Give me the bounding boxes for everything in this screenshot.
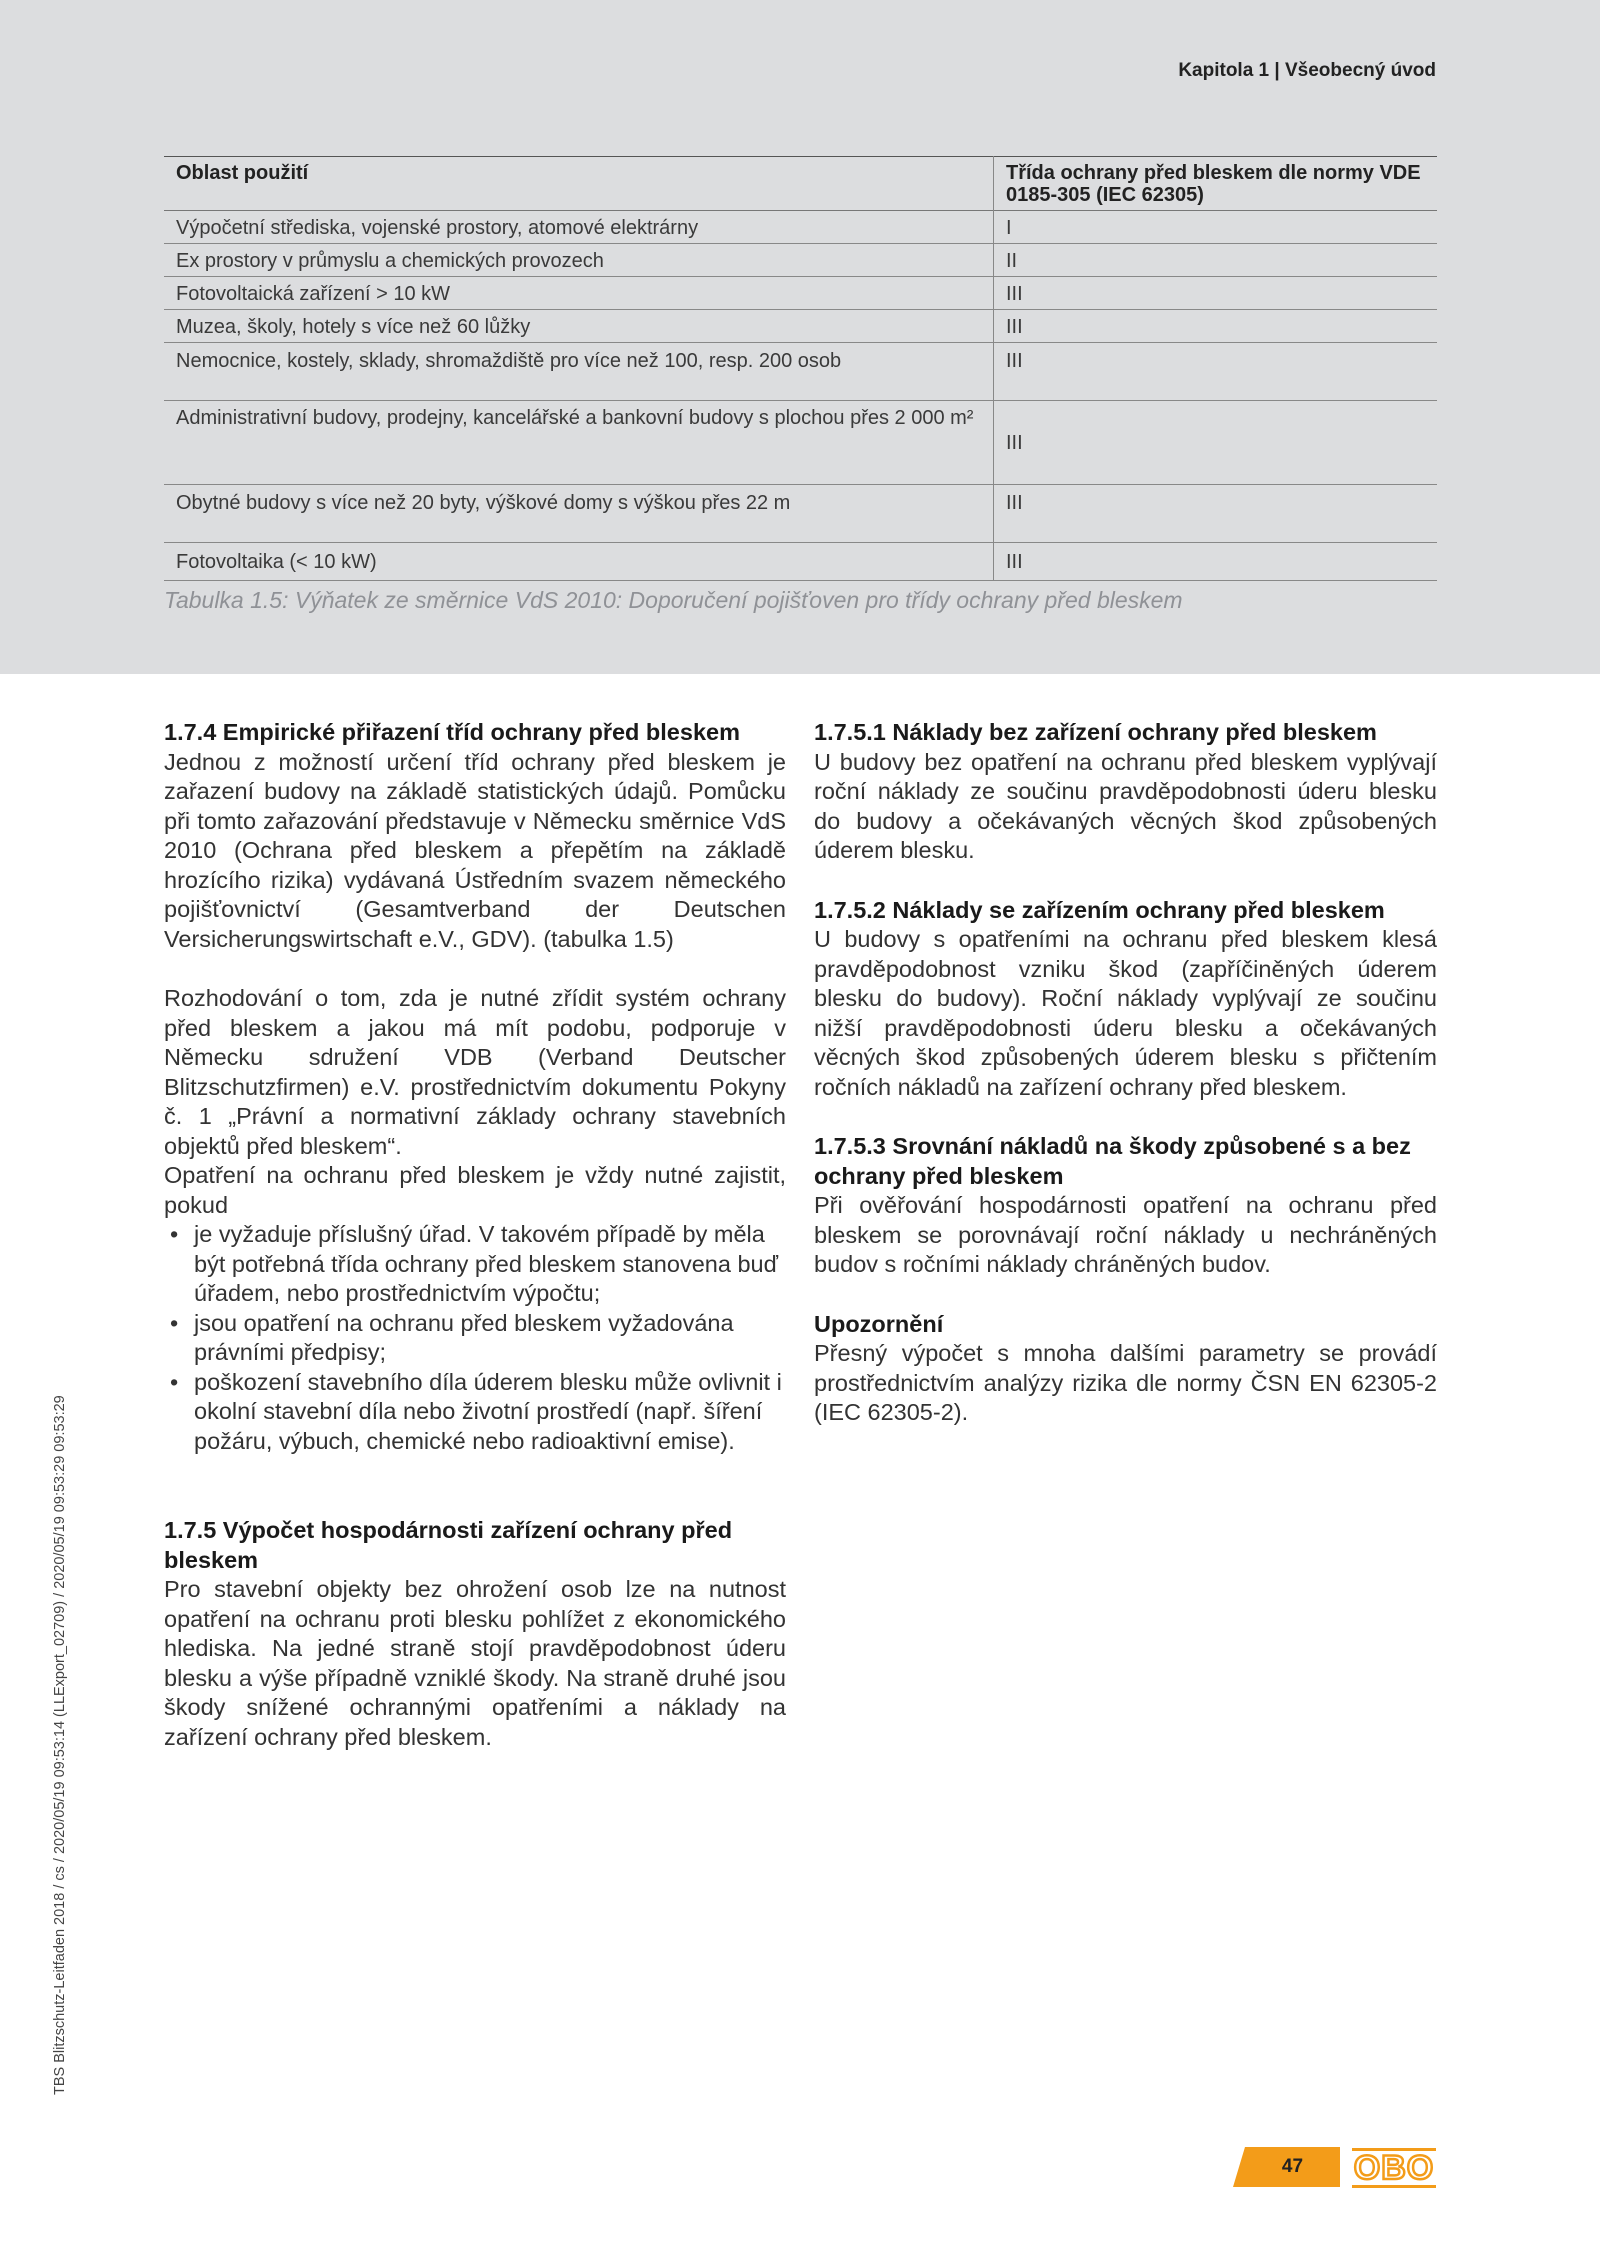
table-header-row bbox=[164, 157, 1437, 211]
table-row bbox=[164, 277, 1437, 310]
table-cell-area: Výpočetní střediska, vojenské prostory, atomové elektrárny bbox=[164, 211, 994, 244]
table-cell-area: Muzea, školy, hotely s více než 60 lůžky bbox=[164, 310, 994, 343]
paragraph: Rozhodování o tom, zda je nutné zřídit systém ochrany před bleskem a jakou má mít podobu, podporuje v Německu sdružení VDB (Verband Deutscher Blitzschutzfirmen) e.V. prostřednictvím dokumentu Pokyny č. 1 „Právní a normativní základy ochrany stavebních objektů před bleskem“. bbox=[164, 985, 786, 1159]
table-cell-class: II bbox=[1006, 250, 1018, 272]
list-item: • jsou opatření na ochranu před bleskem vyžadována právními předpisy; bbox=[170, 1309, 734, 1365]
section-heading: 1.7.5.3 Srovnání nákladů na škody způsobené s a bez ochrany před bleskem bbox=[814, 1133, 1411, 1189]
table-cell-area: Obytné budovy s více než 20 byty, výškové domy s výškou přes 22 m bbox=[164, 485, 994, 543]
table-header-class: Třída ochrany před bleskem dle normy VDE 0185-305 (IEC 62305) bbox=[1006, 162, 1421, 206]
left-column bbox=[164, 718, 786, 1752]
table-cell-class: III bbox=[1006, 431, 1023, 454]
table-cell-class: III bbox=[1006, 283, 1023, 305]
section-heading: 1.7.5 Výpočet hospodárnosti zařízení ochrany před bleskem bbox=[164, 1517, 733, 1573]
table-cell-area: Fotovoltaická zařízení > 10 kW bbox=[164, 277, 994, 310]
paragraph: Při ověřování hospodárnosti opatření na ochranu před bleskem se porovnávají roční náklady u nechráněných budov s ročními náklady chráněných budov. bbox=[814, 1192, 1437, 1277]
table-cell-class: III bbox=[1006, 551, 1023, 573]
paragraph: Přesný výpočet s mnoha dalšími parametry se provádí prostřednictvím analýzy rizika dle normy ČSN EN 62305-2 (IEC 62305-2). bbox=[814, 1340, 1437, 1425]
right-column bbox=[814, 718, 1437, 1428]
table-cell-area: Nemocnice, kostely, sklady, shromaždiště pro více než 100, resp. 200 osob bbox=[164, 343, 994, 401]
paragraph: Pro stavební objekty bez ohrožení osob lze na nutnost opatření na ochranu proti blesku pohlížet z ekonomického hlediska. Na jedné straně stojí pravděpodobnost úderu blesku a výše případně vzniklé škody. Na straně druhé jsou škody snížené ochrannými opatřeními a náklady na zařízení ochrany před bleskem. bbox=[164, 1576, 786, 1750]
paragraph: Jednou z možností určení tříd ochrany před bleskem je zařazení budovy na základě statistických údajů. Pomůcku při tomto zařazování představuje v Německu směrnice VdS 2010 (Ochrana před bleskem a přepětím na základě hrozícího rizika) vydávaná Ústředním svazem německého pojišťovnictví (Gesamtverband der Deutschen Versicherungswirtschaft e.V., GDV). (tabulka 1.5) bbox=[164, 748, 786, 952]
table-row bbox=[164, 485, 1437, 543]
bullet-icon: • bbox=[170, 1221, 179, 1247]
section-heading: 1.7.4 Empirické přiřazení tříd ochrany před bleskem bbox=[164, 719, 740, 745]
table-header-area: Oblast použití bbox=[164, 157, 994, 211]
bullet-icon: • bbox=[170, 1368, 179, 1395]
note-heading: Upozornění bbox=[814, 1310, 944, 1337]
table-cell-class: III bbox=[1006, 316, 1023, 338]
table-caption: Tabulka 1.5: Výňatek ze směrnice VdS 2010: Doporučení pojišťoven pro třídy ochrany před bleskem bbox=[164, 587, 1183, 613]
table-row bbox=[164, 343, 1437, 401]
table-row bbox=[164, 244, 1437, 277]
section-heading: 1.7.5.1 Náklady bez zařízení ochrany před bleskem bbox=[814, 719, 1377, 745]
paragraph: Opatření na ochranu před bleskem je vždy nutné zajistit, pokud bbox=[164, 1162, 786, 1218]
section-heading: 1.7.5.2 Náklady se zařízením ochrany před bleskem bbox=[814, 896, 1385, 923]
page-number: 47 bbox=[1281, 2156, 1304, 2177]
table-row bbox=[164, 543, 1437, 581]
bullet-icon: • bbox=[170, 1309, 179, 1336]
paragraph: U budovy bez opatření na ochranu před bleskem vyplývají roční náklady ze součinu pravděpodobnosti úderu blesku do budovy a očekávaných věcných škod způsobených úderem blesku. bbox=[814, 748, 1437, 863]
obo-logo: OBO bbox=[1353, 2148, 1435, 2187]
table-row bbox=[164, 211, 1437, 244]
table-cell-area: Administrativní budovy, prodejny, kancelářské a bankovní budovy s plochou přes 2 000 m² bbox=[164, 401, 994, 485]
table-cell-class: III bbox=[1006, 492, 1023, 514]
list-item: • je vyžaduje příslušný úřad. V takovém případě by měla být potřebná třída ochrany před bleskem stanovena buď úřadem, nebo prostřednictvím výpočtu; bbox=[170, 1221, 779, 1306]
table-cell-class: I bbox=[1006, 217, 1012, 239]
table-row bbox=[164, 310, 1437, 343]
list-item: • poškození stavebního díla úderem blesku může ovlivnit i okolní stavební díla nebo životní prostředí (např. šíření požáru, výbuch, chemické nebo radioaktivní emise). bbox=[170, 1368, 782, 1454]
table-cell-area: Fotovoltaika (< 10 kW) bbox=[164, 543, 994, 581]
table-row bbox=[164, 401, 1437, 485]
table-cell-class: III bbox=[1006, 350, 1023, 372]
bullet-list bbox=[164, 1220, 786, 1456]
table-cell-area: Ex prostory v průmyslu a chemických provozech bbox=[164, 244, 994, 277]
chapter-header: Kapitola 1 | Všeobecný úvod bbox=[1178, 60, 1436, 81]
protection-class-table bbox=[164, 156, 1437, 581]
paragraph: U budovy s opatřeními na ochranu před bleskem klesá pravděpodobnost vzniku škod (zapříčiněných úderem blesku do budovy). Roční náklady vyplývají ze součinu nižší pravděpodobnosti úderu blesku a očekávaných věcných škod způsobených úderem blesku s přičtením ročních nákladů na zařízení ochrany před bleskem. bbox=[814, 926, 1437, 1100]
print-metadata-text: TBS Blitzschutz-Leitfaden 2018 / cs / 2020/05/19 09:53:14 (LLExport_02709) / 2020/05/19 09:53:29 09:53:29 bbox=[52, 1395, 68, 2095]
